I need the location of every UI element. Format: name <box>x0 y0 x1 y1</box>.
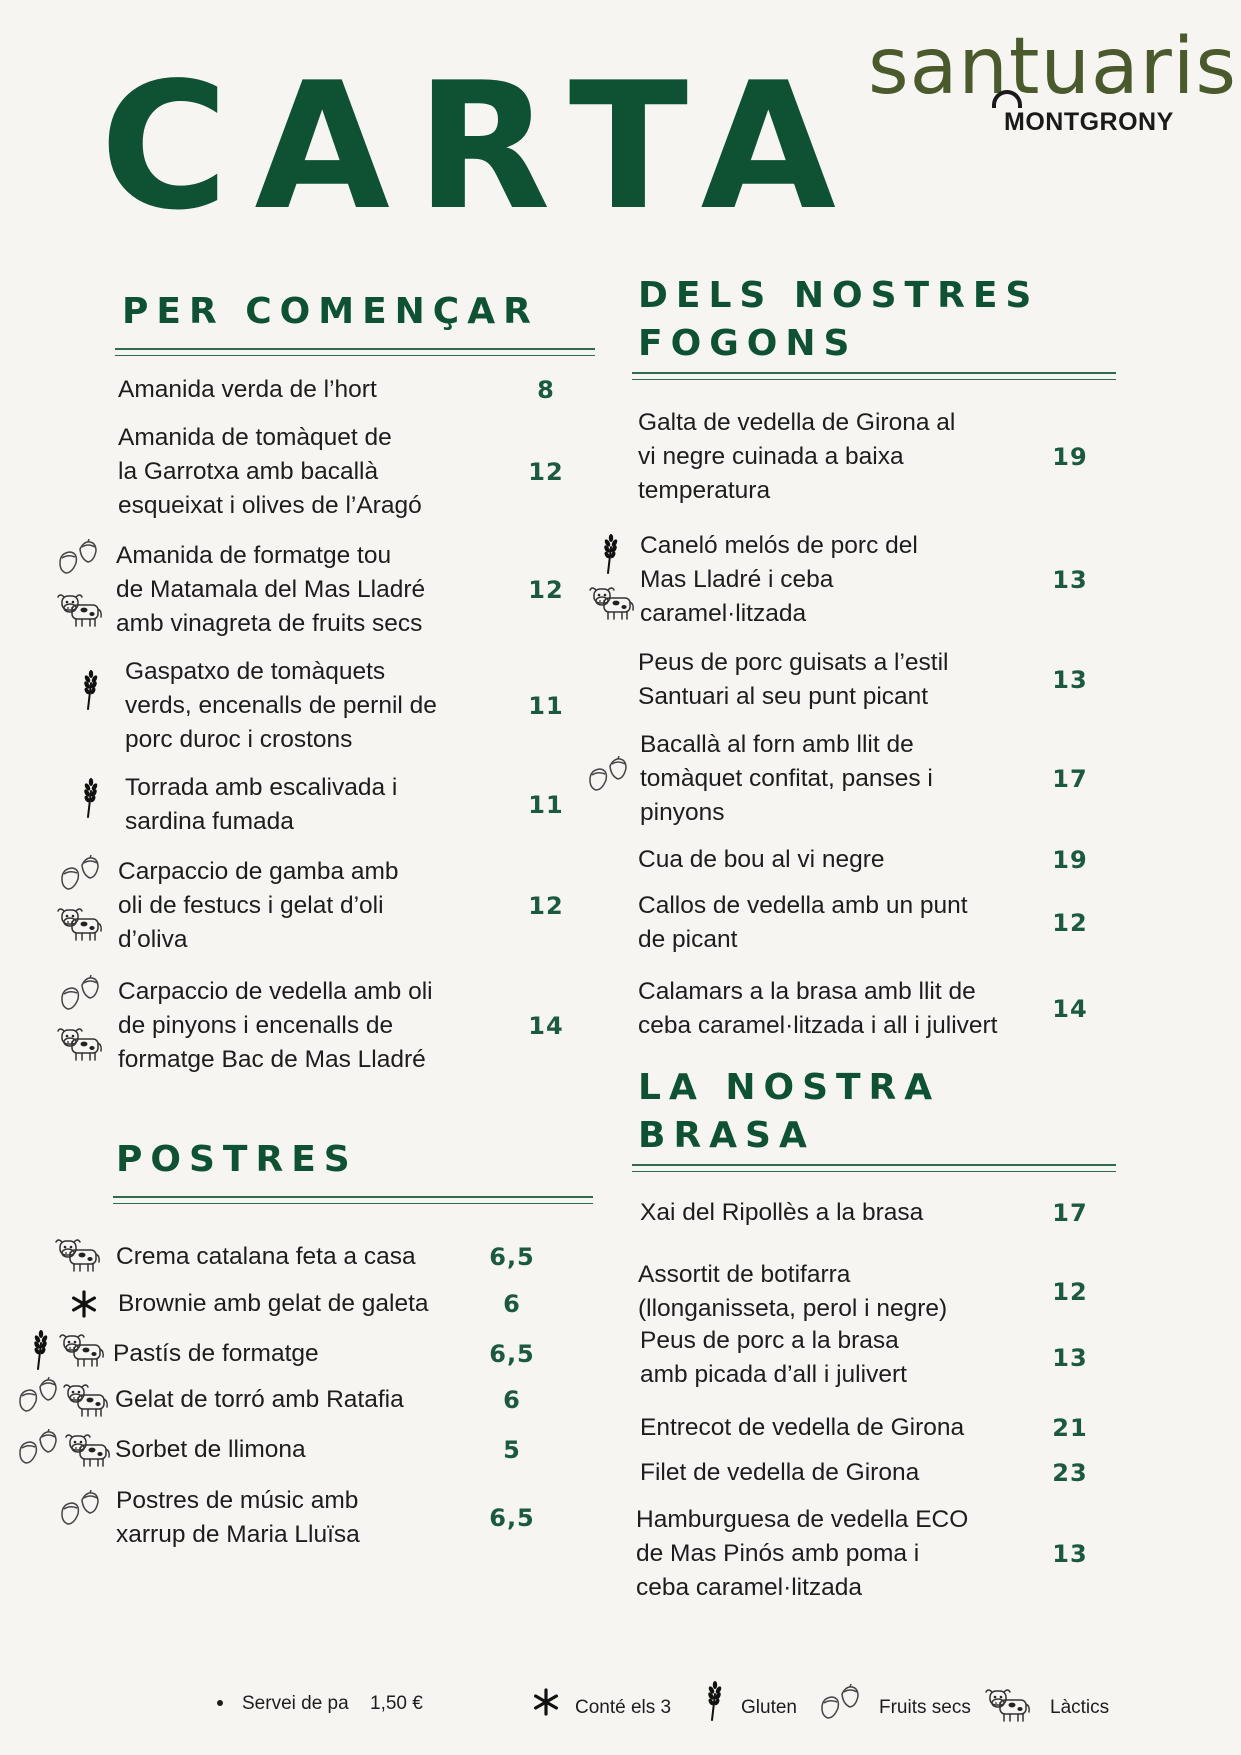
cow-icon <box>56 591 104 634</box>
menu-item <box>113 1337 319 1371</box>
menu-item-name-line: pinyons <box>640 799 725 826</box>
section-rule <box>632 1164 1116 1172</box>
cow-icon <box>56 905 104 948</box>
legend-label-nuts: Fruits secs <box>879 1697 971 1718</box>
menu-item <box>118 975 433 1077</box>
menu-item-price: 19 <box>1052 443 1088 471</box>
menu-item <box>636 1503 968 1605</box>
menu-item-name-line: Peus de porc a la brasa <box>640 1327 899 1354</box>
section-title-fogons-line2: FOGONS <box>638 323 858 364</box>
menu-item-price: 6,5 <box>489 1504 535 1532</box>
menu-item-name-line: Brownie amb gelat de galeta <box>118 1290 429 1317</box>
menu-item <box>638 843 885 877</box>
bread-service-label: Servei de pa <box>242 1693 349 1714</box>
menu-item-price: 6 <box>503 1290 521 1318</box>
menu-item-name-line: Amanida de tomàquet de <box>118 424 392 451</box>
menu-item-price: 12 <box>528 458 564 486</box>
menu-item-price: 17 <box>1052 1199 1088 1227</box>
menu-item-name-line: sardina fumada <box>125 808 294 835</box>
menu-item-price: 11 <box>528 692 564 720</box>
menu-item-name-line: tomàquet confitat, panses i <box>640 765 933 792</box>
menu-item-name-line: Bacallà al forn amb llit de <box>640 731 914 758</box>
menu-item <box>638 646 949 714</box>
menu-item-name-line: Crema catalana feta a casa <box>116 1243 416 1270</box>
menu-item-name-line: de picant <box>638 926 738 953</box>
section-title-postres: POSTRES <box>116 1139 358 1180</box>
menu-item <box>640 1324 907 1392</box>
section-rule <box>113 1196 593 1204</box>
menu-item-name-line: (llonganisseta, perol i negre) <box>638 1295 948 1322</box>
menu-item-name-line: verds, encenalls de pernil de <box>125 692 437 719</box>
menu-item-name-line: Hamburguesa de vedella ECO <box>636 1506 969 1533</box>
cow-icon <box>984 1686 1032 1724</box>
wheat-icon <box>598 533 622 580</box>
menu-item-price: 13 <box>1052 1344 1088 1372</box>
nuts-icon <box>56 539 104 582</box>
menu-item-price: 13 <box>1052 666 1088 694</box>
menu-item <box>640 1411 964 1445</box>
menu-item <box>116 1484 360 1552</box>
menu-item-name-line: caramel·litzada <box>640 600 807 627</box>
menu-item-name-line: Gelat de torró amb Ratafia <box>115 1386 404 1413</box>
menu-item-price: 14 <box>528 1012 564 1040</box>
menu-item-price: 13 <box>1052 1540 1088 1568</box>
legend-label-asterisk: Conté els 3 <box>575 1697 672 1718</box>
cow-icon <box>58 1331 106 1374</box>
logo-wordmark: santuaris <box>868 22 1238 112</box>
menu-item-name-line: Santuari al seu punt picant <box>638 683 929 710</box>
bullet-icon <box>217 1700 223 1706</box>
menu-item <box>638 1258 947 1326</box>
menu-item-price: 17 <box>1052 765 1088 793</box>
menu-item-price: 5 <box>503 1436 521 1464</box>
menu-item <box>125 655 437 757</box>
menu-item-name-line: Torrada amb escalivada i <box>125 774 398 801</box>
menu-item-name-line: Xai del Ripollès a la brasa <box>640 1199 924 1226</box>
menu-item <box>118 373 377 407</box>
menu-item-name-line: la Garrotxa amb bacallà <box>118 458 379 485</box>
cow-icon <box>54 1236 102 1279</box>
menu-item-name-line: ceba caramel·litzada <box>636 1574 863 1601</box>
cow-icon <box>56 1025 104 1068</box>
wheat-icon <box>702 1680 726 1722</box>
section-title-brasa-line2: BRASA <box>638 1115 815 1156</box>
menu-item-name-line: de Mas Pinós amb poma i <box>636 1540 920 1567</box>
menu-item <box>118 1287 429 1321</box>
menu-item <box>115 1383 404 1417</box>
menu-item-price: 19 <box>1052 846 1088 874</box>
legend-label-gluten: Gluten <box>741 1697 797 1718</box>
menu-item-name-line: Carpaccio de gamba amb <box>118 858 399 885</box>
menu-item-name-line: Pastís de formatge <box>113 1340 319 1367</box>
menu-item-name-line: porc duroc i crostons <box>125 726 353 753</box>
menu-item-price: 6,5 <box>489 1340 535 1368</box>
menu-item-name-line: de Matamala del Mas Lladré <box>116 576 426 603</box>
wheat-icon <box>78 669 102 716</box>
nuts-icon <box>16 1429 64 1472</box>
nuts-icon <box>58 1490 106 1533</box>
section-rule <box>115 348 595 356</box>
menu-item <box>638 406 955 508</box>
menu-item-name-line: Entrecot de vedella de Girona <box>640 1414 965 1441</box>
menu-item-name-line: Amanida verda de l’hort <box>118 376 377 403</box>
menu-item-name-line: vi negre cuinada a baixa <box>638 443 904 470</box>
menu-item <box>638 975 997 1043</box>
nuts-icon <box>16 1377 64 1420</box>
menu-item-name-line: Filet de vedella de Girona <box>640 1459 920 1486</box>
cow-icon <box>588 584 636 627</box>
nuts-icon <box>818 1684 866 1722</box>
menu-item <box>116 1240 416 1274</box>
asterisk-icon <box>70 1290 98 1323</box>
section-title-fogons-line1: DELS NOSTRES <box>638 275 1040 316</box>
menu-item <box>640 529 918 631</box>
menu-item-name-line: Assortit de botifarra <box>638 1261 851 1288</box>
cow-icon <box>62 1381 110 1424</box>
menu-item-name-line: esqueixat i olives de l’Aragó <box>118 492 422 519</box>
nuts-icon <box>586 756 634 799</box>
menu-item <box>118 855 399 957</box>
menu-item-name-line: Callos de vedella amb un punt <box>638 892 968 919</box>
menu-item-name-line: de pinyons i encenalls de <box>118 1012 394 1039</box>
menu-item <box>115 1433 306 1467</box>
asterisk-icon <box>532 1688 560 1716</box>
menu-item-name-line: Peus de porc guisats a l’estil <box>638 649 949 676</box>
menu-item-price: 6,5 <box>489 1243 535 1271</box>
menu-item-name-line: ceba caramel·litzada i all i julivert <box>638 1012 998 1039</box>
menu-item-price: 11 <box>528 791 564 819</box>
menu-item-price: 21 <box>1052 1414 1088 1442</box>
menu-item-name-line: Gaspatxo de tomàquets <box>125 658 386 685</box>
section-title-per-comencar: PER COMENÇAR <box>122 291 539 332</box>
nuts-icon <box>58 855 106 898</box>
menu-item <box>118 421 422 523</box>
menu-item <box>640 1196 923 1230</box>
menu-item-price: 14 <box>1052 995 1088 1023</box>
menu-item-price: 6 <box>503 1386 521 1414</box>
legend-label-dairy: Làctics <box>1050 1697 1110 1718</box>
nuts-icon <box>58 975 106 1018</box>
menu-item-name-line: Postres de músic amb <box>116 1487 359 1514</box>
menu-item-price: 8 <box>537 376 555 404</box>
cow-icon <box>64 1431 112 1474</box>
menu-item-name-line: amb picada d’all i julivert <box>640 1361 907 1388</box>
logo-subtitle: MONTGRONY <box>1004 108 1174 136</box>
menu-item-name-line: Carpaccio de vedella amb oli <box>118 978 433 1005</box>
menu-item-price: 12 <box>528 576 564 604</box>
menu-item <box>640 728 933 830</box>
section-rule <box>632 372 1116 380</box>
menu-item-name-line: d’oliva <box>118 926 188 953</box>
menu-item-name-line: Calamars a la brasa amb llit de <box>638 978 976 1005</box>
menu-item-name-line: amb vinagreta de fruits secs <box>116 610 423 637</box>
menu-item-name-line: Galta de vedella de Girona al <box>638 409 956 436</box>
menu-item-price: 23 <box>1052 1459 1088 1487</box>
menu-item-name-line: Caneló melós de porc del <box>640 532 918 559</box>
section-title-brasa-line1: LA NOSTRA <box>638 1067 941 1108</box>
menu-item-name-line: oli de festucs i gelat d’oli <box>118 892 384 919</box>
menu-item-name-line: Amanida de formatge tou <box>116 542 392 569</box>
menu-item <box>125 771 397 839</box>
menu-item <box>638 889 968 957</box>
bread-service-price: 1,50 € <box>370 1693 423 1714</box>
menu-item-name-line: formatge Bac de Mas Lladré <box>118 1046 426 1073</box>
menu-item <box>640 1456 919 1490</box>
wheat-icon <box>28 1329 52 1376</box>
menu-item-name-line: Sorbet de llimona <box>115 1436 306 1463</box>
menu-title: CARTA <box>100 46 862 249</box>
menu-item-price: 12 <box>1052 909 1088 937</box>
menu-item-price: 12 <box>1052 1278 1088 1306</box>
menu-item-name-line: Mas Lladré i ceba <box>640 566 834 593</box>
wheat-icon <box>78 777 102 824</box>
menu-item-name-line: Cua de bou al vi negre <box>638 846 885 873</box>
menu-item-price: 13 <box>1052 566 1088 594</box>
menu-item-name-line: temperatura <box>638 477 771 504</box>
menu-item-price: 12 <box>528 892 564 920</box>
menu-item <box>116 539 425 641</box>
menu-item-name-line: xarrup de Maria Lluïsa <box>116 1521 360 1548</box>
